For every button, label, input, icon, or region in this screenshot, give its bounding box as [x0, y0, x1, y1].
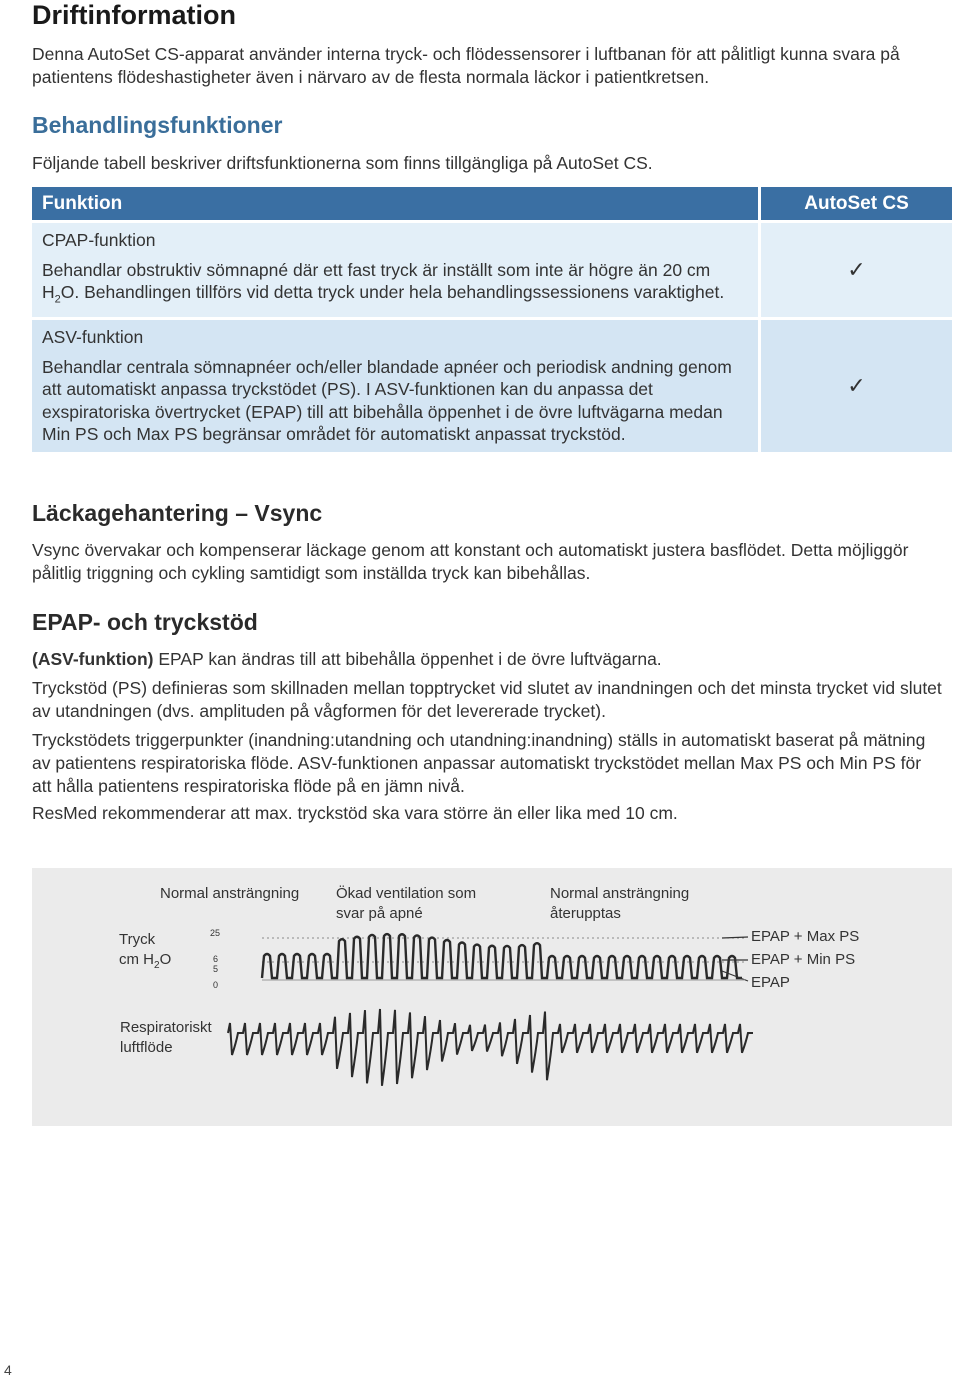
header-function: Funktion: [32, 187, 760, 222]
table-header-row: [32, 187, 952, 222]
page-number: 4: [4, 1362, 12, 1378]
table-row: [32, 319, 952, 452]
section-heading-epap: EPAP- och tryckstöd: [32, 609, 258, 635]
legend-max-ps: EPAP + Max PS: [751, 928, 860, 945]
ventilation-figure: [32, 868, 952, 1126]
tick-6: 6: [213, 954, 219, 964]
tick-5: 5: [213, 964, 219, 974]
flow-axis-label: Respiratoriskt luftflöde: [120, 1019, 212, 1056]
asv-check-icon: ✓: [760, 319, 953, 452]
section-heading-functions: Behandlingsfunktioner: [32, 112, 283, 138]
functions-table: [32, 187, 952, 452]
section-vsync-text: Vsync övervakar och kompenserar läckage genom att konstant och automatiskt justera basflödet. Detta möjliggör pålitlig triggning och cykling samtidigt som inställda tryck kan bibehållas.: [32, 540, 909, 583]
intro-paragraph: Denna AutoSet CS-apparat använder interna tryck- och flödessensorer i luftbanan för att pålitligt kunna svara på patientens flödeshastigheter även i närvaro av de flesta normala läckor i patientkretsen.: [32, 44, 900, 87]
page-title: Driftinformation: [32, 0, 236, 30]
pressure-axis-label: Tryck cm $H_2O$: [119, 931, 172, 971]
header-autoset: AutoSet CS: [760, 187, 953, 222]
tick-25: 25: [210, 928, 221, 938]
pressure-waveform: [262, 934, 742, 978]
legend-min-ps: EPAP + Min PS: [751, 951, 856, 968]
asv-desc: Behandlar centrala sömnapnéer och/eller blandade apnéer och periodisk andning genom att automatiskt anpassa tryckstödet (PS). I ASV-funktionen kan du anpassa det exspiratoriska övertrycket (EPAP) till att bibehålla öppenhet i de övre luftvägarna medan Min PS och Max PS begränsar området för automatiskt anpassat tryckstöd.: [42, 356, 732, 444]
asv-cell: [32, 319, 760, 452]
phase-increased-label: Ökad ventilation som svar på apné: [336, 885, 477, 922]
cpap-cell: [32, 222, 760, 319]
epap-paragraph-1: (ASV-funktion) EPAP kan ändras till att bibehålla öppenhet i de övre luftvägarna.: [32, 649, 662, 669]
legend-epap: EPAP: [751, 974, 790, 991]
cpap-check-icon: ✓: [760, 222, 953, 319]
table-row: [32, 222, 952, 319]
phase-normal-label: Normal ansträngning: [160, 885, 300, 902]
epap-paragraph-2: Tryckstöd (PS) definieras som skillnaden mellan topptrycket vid slutet av inandningen och det minsta trycket vid slutet av utandningen (dvs. amplituden på vågformen för det levererade trycket).: [32, 678, 942, 721]
cpap-desc: Behandlar obstruktiv sömnapné där ett fast tryck är inställt som inte är högre än 20 cm $H_2O$. Behandlingen tillförs vid detta tryck under hela behandlingssessionens varaktighet.: [42, 259, 725, 306]
cpap-name: CPAP-funktion: [42, 230, 156, 250]
epap-paragraph-3: Tryckstödets triggerpunkter (inandning:utandning och utandning:inandning) ställs in automatiskt baserat på mätning av patientens respiratoriska flöde. ASV-funktionen anpassar automatiskt tryckstödet mellan Max PS och Min PS för att hålla patientens respiratoriska flöde på en jämn nivå.: [32, 730, 926, 796]
phase-resumed-label: Normal ansträngning återupptas: [550, 885, 690, 922]
waveform-svg: [32, 868, 952, 1126]
asv-name: ASV-funktion: [42, 327, 144, 347]
section-heading-vsync: Läckagehantering – Vsync: [32, 500, 323, 526]
epap-paragraph-4: ResMed rekommenderar att max. tryckstöd ska vara större än eller lika med 10 cm.: [32, 803, 678, 823]
section-functions-text: Följande tabell beskriver driftsfunktionerna som finns tillgängliga på AutoSet CS.: [32, 153, 653, 173]
flow-waveform: [228, 1009, 753, 1086]
tick-0: 0: [213, 980, 219, 990]
